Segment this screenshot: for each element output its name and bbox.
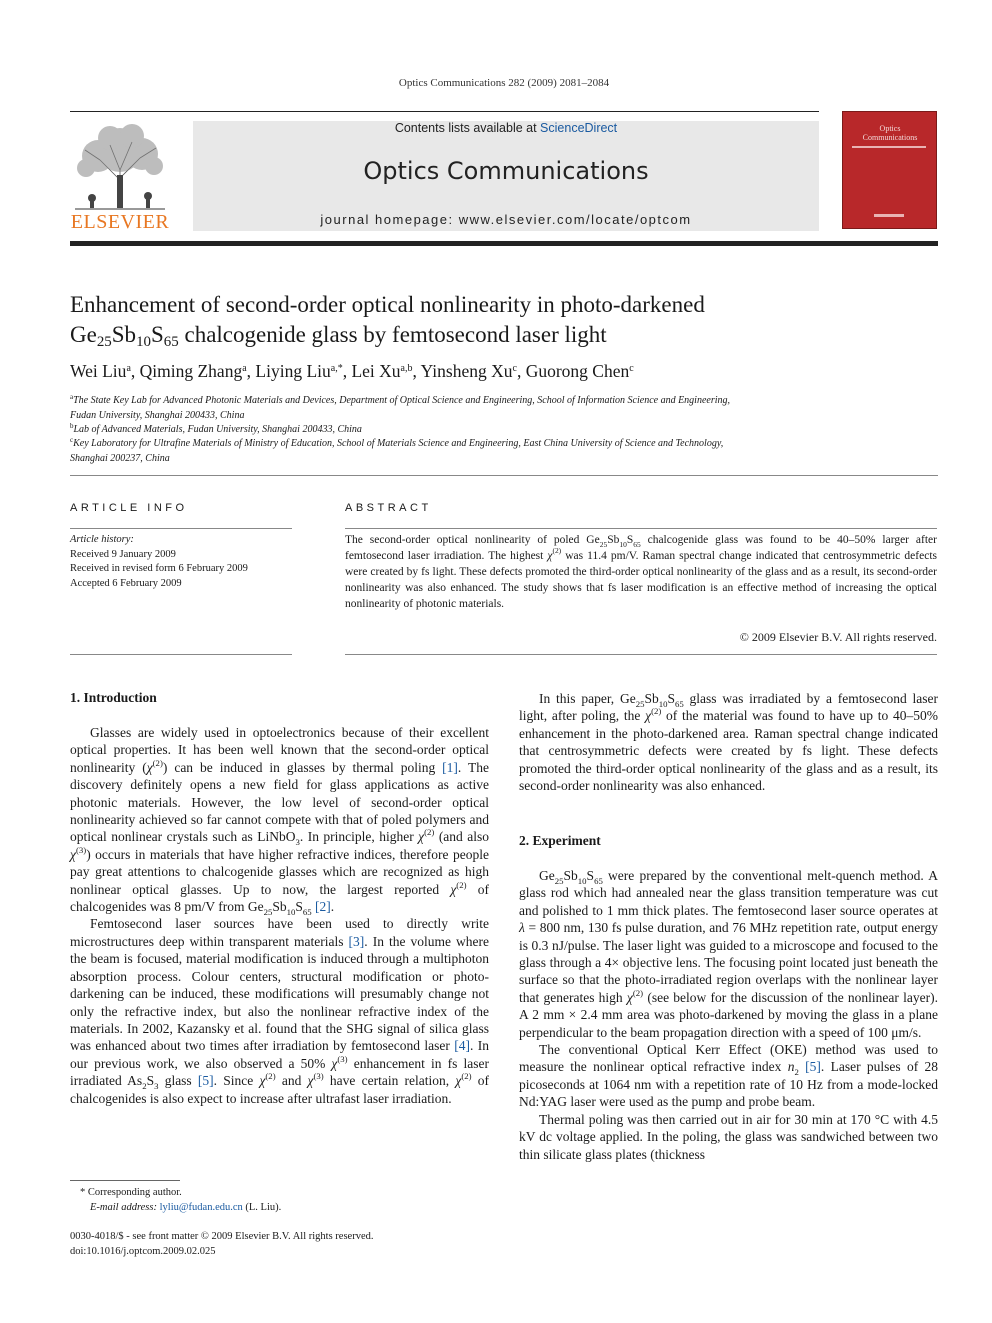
author[interactable]: Wei Liu [70, 361, 127, 381]
citation-link[interactable]: [5] [197, 1073, 214, 1089]
title-line1: Enhancement of second-order optical nonlinearity in photo-darkened [70, 292, 705, 317]
sciencedirect-link[interactable]: ScienceDirect [540, 121, 618, 135]
journal-title: Optics Communications [363, 157, 649, 185]
article-history: Article history: Received 9 January 2009 Received in revised form 6 February 2009 Accepted 6 February 2009 [70, 534, 248, 589]
running-header: Optics Communications 282 (2009) 2081–2084 [398, 77, 610, 89]
abstract-rule-bottom [345, 654, 937, 655]
affiliation-b: $^b$Lab of Advanced Materials, Fudan University, Shanghai 200433, China [70, 422, 362, 435]
journal-homepage[interactable]: journal homepage: www.elsevier.com/locate/optcom [320, 212, 692, 227]
affiliation-c: $^c$Key Laboratory for Ultrafine Materials of Ministry of Education, School of Materials Science and Engineering, East China University of Science and Technology, Shanghai 200237, China [70, 436, 724, 464]
experiment-body: $Ge_{25}Sb_{10}S_{65}$ were prepared by the conventional melt-quench method. A glass rod which had annealed near the glass transition temperature was cut and polished to 1 mm thick plates. The femtosecond laser source operates at λ = 800 nm, 130 fs pulse duration, and 76 MHz repetition rate, output energy is 0.3 nJ/pulse. The laser light was guided to a microscope and focused to the glass through a 4× objective lens. The focusing point located just beneath the surface so that the photo-irradiated region overlaps with the nonlinear layer that generates high $\chi^{(2)}$ (see below for the discussion of the nonlinear layer). A 2 mm × 2.4 mm area was photo-darkened by moving the glass in a plane perpendicular to the beam propagation direction with a speed of 100 μm/s. The conventional Optical Kerr Effect (OKE) method was used to measure the nonlinear optical refractive index $n_2$ [5]. Laser pulses of 28 picoseconds at 1064 nm with a repetition rate of 10 Hz from a mode-locked Nd:YAG laser were used as the pump and probe beam. Thermal poling was then carried out in air for 30 min at 170 °C with 4.5 kV dc voltage applied. In the poling, the glass was sandwiched between two thin silicate glass plates (thickness [519, 868, 938, 1162]
article-title [70, 290, 940, 350]
front-matter: 0030-4018/$ - see front matter © 2009 Elsevier B.V. All rights reserved. doi:10.1016/j.optcom.2009.02.025 [70, 1230, 373, 1259]
article-info-rule-bottom [70, 654, 292, 655]
author[interactable]: Guorong Chen [525, 361, 630, 381]
introduction-body: Glasses are widely used in optoelectronics because of their excellent optical properties. It has been well known that the second-order optical nonlinearity $(\chi^{(2)})$ can be induced in glasses by thermal poling [1]. The discovery definitely opens a new field for glass applications as active photonic materials. However, the low level of second-order optical nonlinearity achieved so far cannot compete with that of poled polymers and optical nonlinear crystals such as LiNbO$_3$. In principle, higher $\chi^{(2)}$ (and also $\chi^{(3)}$) occurs in materials that have higher refractive indices, therefore people pay great attentions to chalcogenide glasses which are recognized as high nonlinear optical glasses. Up to now, the largest reported $\chi^{(2)}$ of chalcogenides was 8 pm/V from $Ge_{25}Sb_{10}S_{65}$ [2]. Femtosecond laser sources have been used to directly write microstructures deep within transparent materials [3]. In the volume where the beam is focused, material modification is induced through a multiphoton absorption process. Colour centers, structural modification or photo-darkening can be induced, these modifications will presumably change not only the refractive index, but also the nonlinear refractive index of the materials. In 2002, Kazansky et al. found that the SHG signal of silica glass was enhanced about two times after irradiation by femtosecond laser [4]. In our previous work, we also observed a 50% $\chi^{(3)}$ enhancement in fs laser irradiated $As_2S_3$ glass [5]. Since $\chi^{(2)}$ and $\chi^{(3)}$ have certain relation, $\chi^{(2)}$ of chalcogenides is also expect to increase after ultrafast laser irradiation. [70, 725, 490, 1106]
article-info-rule [70, 528, 292, 529]
article-info-heading: ARTICLE INFO [70, 502, 188, 514]
elsevier-wordmark: ELSEVIER [70, 211, 170, 233]
author-list: Wei Liu$^a$, Qiming Zhang$^a$, Liying Liu$^{a,*}$, Lei Xu$^{a,b}$, Yinsheng Xu$^c$, Guorong Chen$^c$ [70, 361, 634, 381]
cover-title [846, 124, 934, 142]
affiliation-rule [70, 475, 938, 476]
header-rule-thick [70, 241, 938, 246]
introduction-body-continued: In this paper, $Ge_{25}Sb_{10}S_{65}$ glass was irradiated by a femtosecond laser light, after poling, the $\chi^{(2)}$ of the material was found to have up to 40–50% enhancement in the photo-darkened area. Raman spectral change indicated that centrosymmetric defects were created by fs light. These defects promoted the third-order optical nonlinearity of the glass and as a result, its second-order nonlinearity was also enhanced. [519, 691, 938, 794]
section-heading-experiment: 2. Experiment [519, 833, 601, 848]
title-line2: $Ge_{25}Sb_{10}S_{65}$ chalcogenide glass by femtosecond laser light [70, 322, 607, 350]
citation-link[interactable]: [2] [315, 899, 331, 915]
cover-stripe [852, 146, 926, 148]
doi[interactable]: doi:10.1016/j.optcom.2009.02.025 [70, 1245, 216, 1257]
abstract-heading: ABSTRACT [345, 502, 432, 514]
citation-link[interactable]: [3] [348, 933, 365, 949]
contents-prefix: Contents lists available at [394, 121, 541, 135]
contents-line [193, 121, 819, 135]
abstract-rule [345, 528, 937, 529]
footnote-rule [70, 1180, 180, 1181]
author[interactable]: Yinsheng Xu [420, 361, 513, 381]
section-heading-introduction: 1. Introduction [70, 690, 157, 705]
citation-link[interactable]: [5] [805, 1059, 821, 1075]
cover-title-line1: Optics [879, 124, 901, 133]
abstract-body: The second-order optical nonlinearity of poled $Ge_{25}Sb_{10}S_{65}$ chalcogenide glass was found to be 40–50% larger after femtosecond laser irradiation. The highest $\chi^{(2)}$ was 11.4 pm/V. Raman spectral change indicated that centrosymmetric defects were created by fs light. These defects promoted the third-order optical nonlinearity of the glass and as a result, its second-order nonlinearity was also enhanced. The study shows that fs laser modification is an effective method of increasing the optical nonlinearity of photonic materials. [345, 534, 937, 610]
footnote: * Corresponding author. E-mail address: lyliu@fudan.edu.cn (L. Liu). [80, 1187, 282, 1213]
citation-link[interactable]: [4] [454, 1038, 470, 1054]
citation-link[interactable]: [1] [442, 759, 458, 775]
author[interactable]: Lei Xu [351, 361, 401, 381]
email-link[interactable]: lyliu@fudan.edu.cn [159, 1201, 243, 1213]
author[interactable]: Qiming Zhang [139, 361, 243, 381]
author[interactable]: Liying Liu [255, 361, 331, 381]
affiliation-a: $^a$The State Key Lab for Advanced Photonic Materials and Devices, Department of Optical Science and Engineering, School of Information Science and Engineering, Fudan University, Shanghai 200433, China [70, 393, 731, 421]
copyright-line: © 2009 Elsevier B.V. All rights reserved. [739, 630, 937, 644]
tree-icon [70, 120, 170, 212]
cover-title-line2: Communications [862, 133, 918, 142]
header-rule-top [70, 111, 819, 112]
cover-publisher-mark [874, 214, 904, 217]
